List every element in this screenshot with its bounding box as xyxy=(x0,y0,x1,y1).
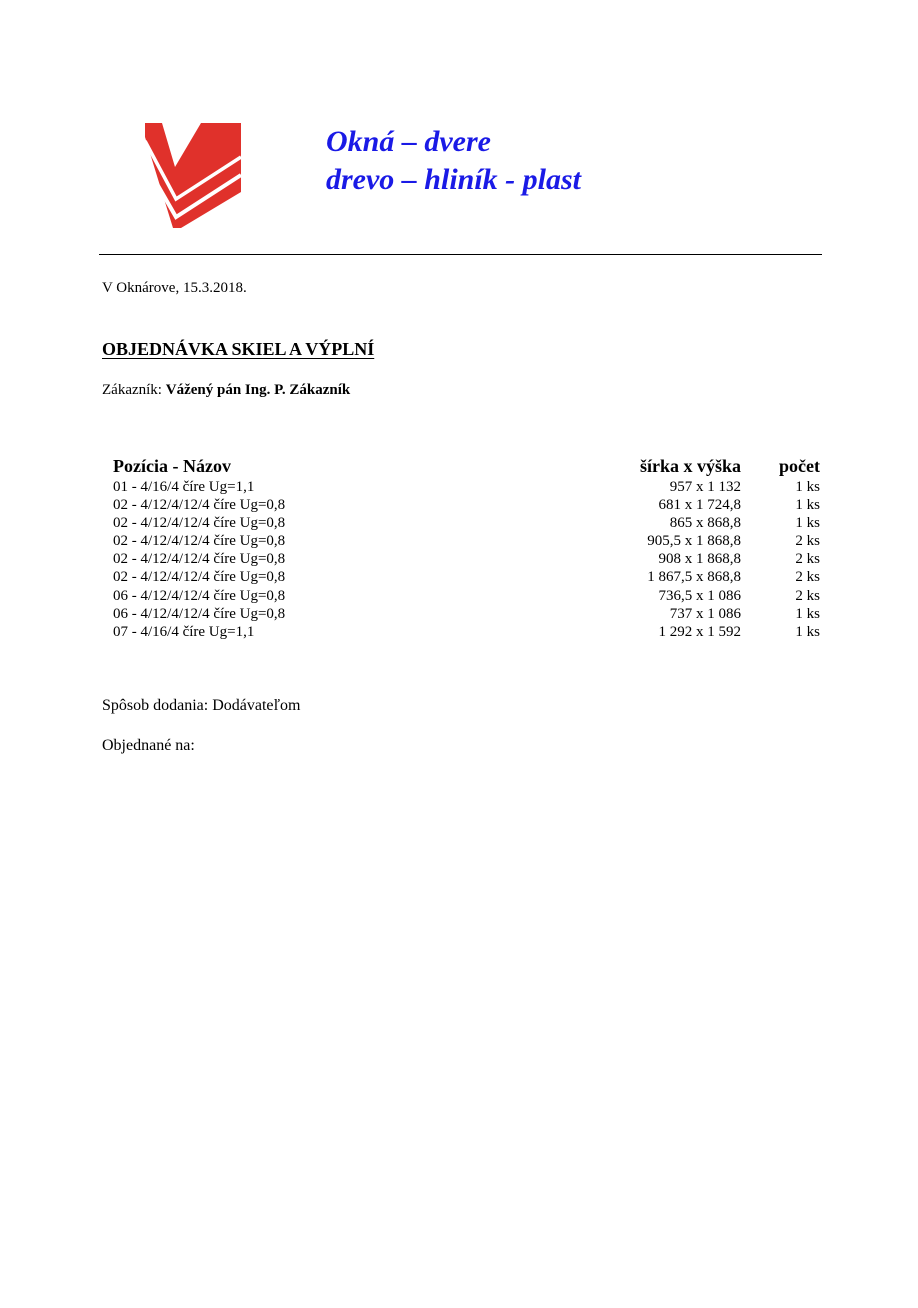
row-qty: 1 ks xyxy=(795,515,820,532)
row-dimensions: 681 x 1 724,8 xyxy=(658,497,741,514)
ordered-on: Objednané na: xyxy=(102,737,195,754)
table-row xyxy=(113,587,820,605)
row-name: 02 - 4/12/4/12/4 číre Ug=0,8 xyxy=(113,515,286,532)
row-qty: 2 ks xyxy=(795,569,820,586)
tagline-line-1: Okná – dvere xyxy=(326,125,491,158)
row-qty: 2 ks xyxy=(795,533,820,550)
row-dimensions: 957 x 1 132 xyxy=(669,479,741,495)
row-qty: 1 ks xyxy=(795,605,820,622)
header-divider xyxy=(99,254,822,255)
customer-name: Vážený pán Ing. P. Zákazník xyxy=(165,382,351,398)
place-date: V Oknárove, 15.3.2018. xyxy=(102,280,247,296)
table-row xyxy=(113,496,820,514)
table-row xyxy=(113,478,820,496)
row-name: 02 - 4/12/4/12/4 číre Ug=0,8 xyxy=(113,551,286,568)
table-row xyxy=(113,605,820,623)
row-qty: 2 ks xyxy=(795,551,820,568)
table-row xyxy=(113,623,820,641)
row-name: 01 - 4/16/4 číre Ug=1,1 xyxy=(113,479,255,495)
table-row xyxy=(113,550,820,568)
row-dimensions: 736,5 x 1 086 xyxy=(658,587,741,604)
row-dimensions: 1 292 x 1 592 xyxy=(658,623,741,640)
header-dimensions: šírka x výška xyxy=(639,456,741,476)
row-qty: 2 ks xyxy=(795,587,820,604)
row-dimensions: 908 x 1 868,8 xyxy=(658,551,741,568)
row-name: 06 - 4/12/4/12/4 číre Ug=0,8 xyxy=(113,587,286,604)
table-header xyxy=(113,456,820,478)
row-dimensions: 1 867,5 x 868,8 xyxy=(647,569,741,586)
row-name: 02 - 4/12/4/12/4 číre Ug=0,8 xyxy=(113,533,286,550)
document-title: OBJEDNÁVKA SKIEL A VÝPLNÍ xyxy=(102,339,375,359)
row-qty: 1 ks xyxy=(795,623,820,640)
row-name: 02 - 4/12/4/12/4 číre Ug=0,8 xyxy=(113,569,286,586)
row-name: 06 - 4/12/4/12/4 číre Ug=0,8 xyxy=(113,605,286,622)
customer-line xyxy=(102,382,350,399)
table-row xyxy=(113,514,820,532)
red-chevron-logo-icon xyxy=(145,123,241,228)
customer-label: Zákazník: xyxy=(102,382,166,398)
tagline-line-2: drevo – hliník - plast xyxy=(326,163,582,196)
order-table xyxy=(113,456,820,641)
table-row xyxy=(113,532,820,550)
header-qty: počet xyxy=(779,456,820,476)
row-name: 02 - 4/12/4/12/4 číre Ug=0,8 xyxy=(113,497,286,514)
row-dimensions: 737 x 1 086 xyxy=(669,605,741,622)
row-qty: 1 ks xyxy=(795,497,820,514)
company-tagline xyxy=(326,123,581,199)
delivery-method: Spôsob dodania: Dodávateľom xyxy=(102,697,301,714)
row-dimensions: 865 x 868,8 xyxy=(669,515,741,532)
row-dimensions: 905,5 x 1 868,8 xyxy=(647,533,741,550)
header-name: Pozícia - Názov xyxy=(113,456,231,476)
table-row xyxy=(113,568,820,586)
row-name: 07 - 4/16/4 číre Ug=1,1 xyxy=(113,623,255,640)
row-qty: 1 ks xyxy=(795,479,820,495)
